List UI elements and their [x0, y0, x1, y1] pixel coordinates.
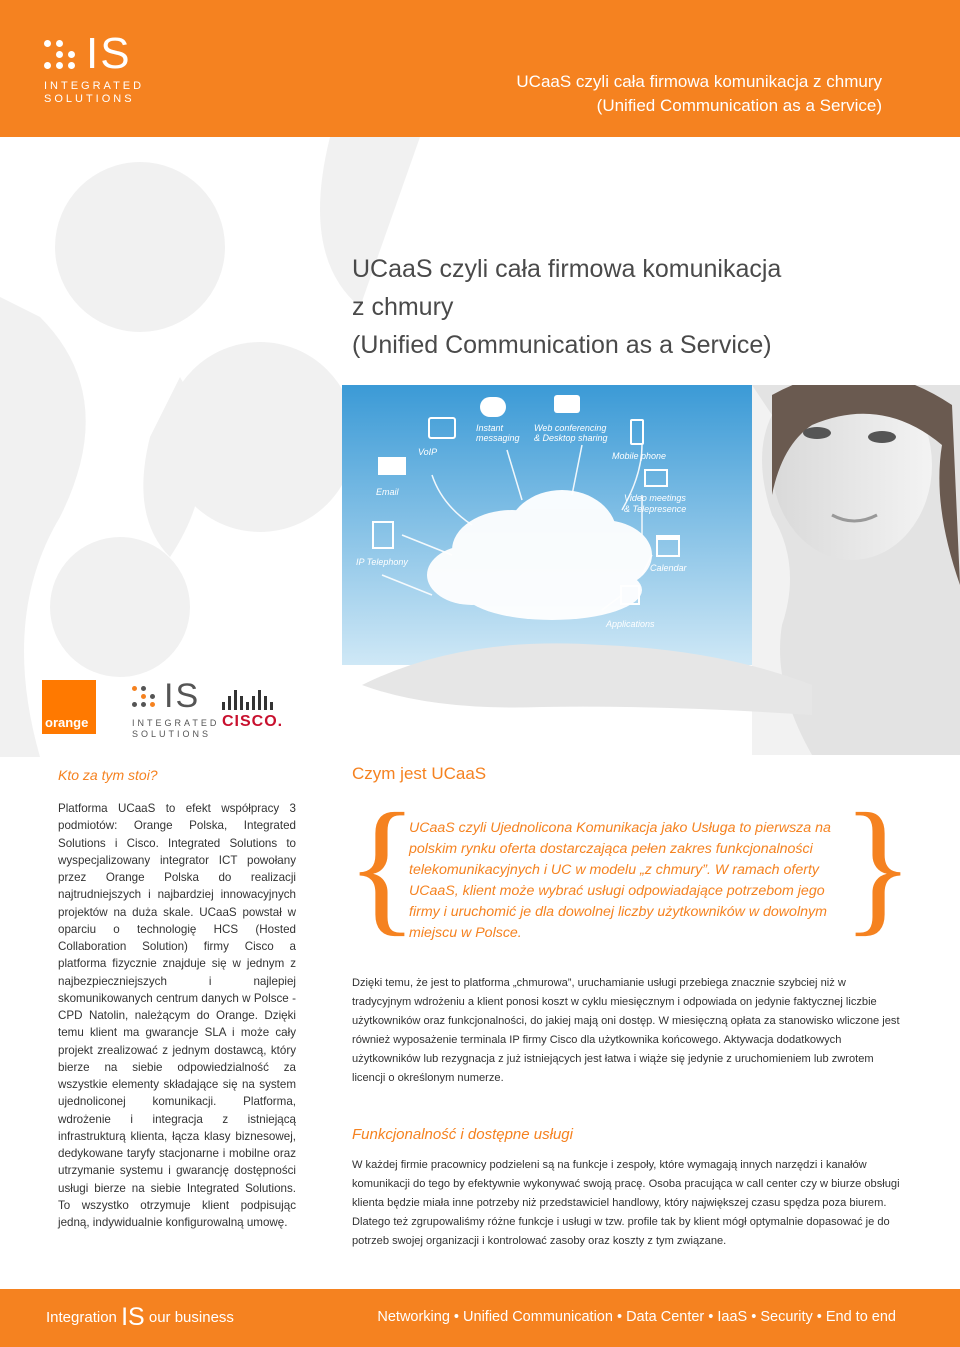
right-heading: Czym jest UCaaS — [352, 764, 487, 783]
integrated-solutions-logo-dark — [132, 677, 220, 739]
calendar-label: Calendar — [650, 563, 687, 573]
header-title-line2: (Unified Communication as a Service) — [596, 96, 882, 115]
right-brace-icon: } — [842, 783, 914, 949]
ip-telephony-service — [356, 521, 408, 567]
is-logo-sub-1: INTEGRATED — [132, 718, 220, 728]
hero-image — [342, 385, 960, 755]
footer-slogan-pre: Integration — [46, 1309, 117, 1326]
footer-bar — [0, 1289, 960, 1347]
voip-service — [418, 417, 456, 457]
email-service — [376, 457, 406, 497]
video-meetings-label: Video meetings & Telepresence — [624, 493, 687, 514]
left-brace-icon: { — [346, 783, 418, 949]
video-meetings-service — [624, 469, 694, 515]
footer-slogan-post: our business — [148, 1309, 234, 1326]
main-title-line2: z chmury — [352, 293, 454, 321]
logo-subtitle-1: INTEGRATED — [44, 80, 145, 92]
calendar-icon — [656, 535, 680, 557]
sub-heading: Funkcjonalność i dostępne usługi — [352, 1126, 573, 1143]
footer-slogan-is: IS — [121, 1303, 145, 1331]
logo-subtitle-2: SOLUTIONS — [44, 93, 135, 105]
desk-phone-icon — [372, 521, 394, 549]
cisco-bars-icon — [222, 690, 283, 710]
quote-text: UCaaS czyli Ujednolicona Komunikacja jako Usługa to pierwsza na polskim rynku oferta dostarczająca pełen zakres funkcjonalności telekomunikacyjnych i UC w modelu „z chmury”. W ramach oferty UCaaS, klient może wybrać usługi odpowiadające potrzebom jego firmy i uruchomić je dla dowolnej liczby użytkowników w dowolnym miejscu w Polsce. — [409, 820, 831, 941]
web-conferencing-service — [534, 395, 614, 443]
logo-dots-icon — [44, 40, 76, 69]
main-title — [352, 250, 781, 364]
monitor-icon — [644, 469, 668, 487]
mobile-phone-service — [612, 419, 666, 461]
orange-logo — [42, 680, 96, 734]
logo-letters: IS — [86, 29, 132, 78]
web-conferencing-label: Web conferencing & Desktop sharing — [534, 423, 608, 443]
email-label: Email — [376, 487, 399, 497]
right-column — [346, 760, 914, 1247]
ip-telephony-label: IP Telephony — [356, 557, 408, 567]
quote-box — [346, 783, 914, 966]
instant-messaging-service — [476, 397, 536, 443]
main-title-line1: UCaaS czyli cała firmowa komunikacja — [352, 255, 782, 283]
paragraph-1: Dzięki temu, że jest to platforma „chmurowa”, uruchamianie usługi przebiega znacznie szybciej niż w tradycyjnym wdrożeniu a klient ponosi koszt w cyklu miesięcznym i odpowiada on jedynie faktycznej liczbie użytkowników oraz funkcjonalności, do jakiej mają oni dostęp. W miesięczną opłata za stanowisko wliczone jest również wyposażenie terminala IP firmy Cisco dla użytkownika końcowego. Aktywacja dodatkowych użytkowników lub rezygnacja z już istniejących jest łatwa i wiąże się jedynie z uruchomieniem lub zwrotem licencji o określonym numerze. — [352, 977, 900, 1084]
left-body: Platforma UCaaS to efekt współpracy 3 podmiotów: Orange Polska, Integrated Solutions i Cisco. Integrated Solutions to wyspecjalizowany integrator ICT powołany przez Orange Polska do realizacji najtrudniejszych i najbardziej innowacyjnych projektów na duża skale. UCaaS powstał w oparciu o technologię HCS (Hosted Collaboration Solution) firmy Cisco a platforma fizycznie znajduje się w jednym z najbezpieczniejszych i najlepiej skomunikowanych centrum danych w Polsce - CPD Natolin, należącym do Orange. Dzięki temu klient ma gwarancje SLA i może cały projekt zrealizować z jednym dostawcą, który bierze na siebie odpowiedzialność za wszystkie elementy składające się na system ujednoliconej komunikacji. Platforma, wdrożenie i integracja z istniejącą infrastrukturą klienta, łącza klasy biznesowej, dedykowane taryfy stacjonarne i mobilne oraz utrzymanie systemu i gwarancję dostępności usługi bierze na siebie Integrated Solutions. To wszystko otrzymuje klient podpisując jedną, indywidualnie konfigurowalną umowę. — [58, 802, 296, 1229]
voip-label: VoIP — [418, 447, 438, 457]
left-heading: Kto za tym stoi? — [58, 767, 158, 783]
left-column — [58, 766, 296, 1231]
is-logo-sub-2: SOLUTIONS — [132, 729, 212, 739]
cisco-logo — [222, 690, 283, 731]
instant-messaging-label: Instant messaging — [476, 423, 520, 443]
chat-bubbles-icon — [480, 397, 506, 417]
partner-logos — [42, 677, 342, 740]
mobile-phone-label: Mobile phone — [612, 451, 667, 461]
calendar-service — [650, 535, 687, 573]
paragraph-2: W każdej firmie pracownicy podzieleni są na funkcje i zespoły, które wymagają innych narzędzi i kanałów komunikacji do tego by efektywnie wykonywać swoją pracę. Osoba pracująca w call center czy w biurze obsługi klienta będzie miała inne potrzeby niż przedstawiciel handlowy, który największej czasu spędza poza biurem. Dlatego też zgrupowaliśmy różne funkcje i usługi w tzw. profile tak by klient mógł optymalnie dopasować je do potrzeb swojej organizacji i kontrolować zasoby oraz koszty z tym związane. — [352, 1159, 900, 1247]
orange-logo-text: orange — [45, 715, 89, 730]
integrated-solutions-logo — [44, 29, 145, 105]
header-title-line1: UCaaS czyli cała firmowa komunikacja z chmury — [516, 72, 882, 91]
laptop-phone-icon — [428, 417, 456, 439]
footer-services: Networking • Unified Communication • Data Center • IaaS • Security • End to end — [377, 1309, 896, 1325]
footer-slogan — [46, 1303, 234, 1332]
main-title-line3: (Unified Communication as a Service) — [352, 331, 772, 359]
envelope-icon — [378, 457, 406, 475]
header-title — [516, 70, 882, 118]
is-logo-letters: IS — [164, 677, 201, 715]
video-camera-icon — [554, 395, 580, 413]
logo-dots-icon — [132, 686, 156, 707]
header-bar — [0, 0, 960, 137]
download-icon — [620, 585, 640, 605]
mobile-phone-icon — [630, 419, 644, 445]
applications-label: Applications — [606, 619, 655, 629]
applications-service — [606, 585, 655, 629]
cisco-wordmark: CISCO. — [222, 713, 284, 730]
